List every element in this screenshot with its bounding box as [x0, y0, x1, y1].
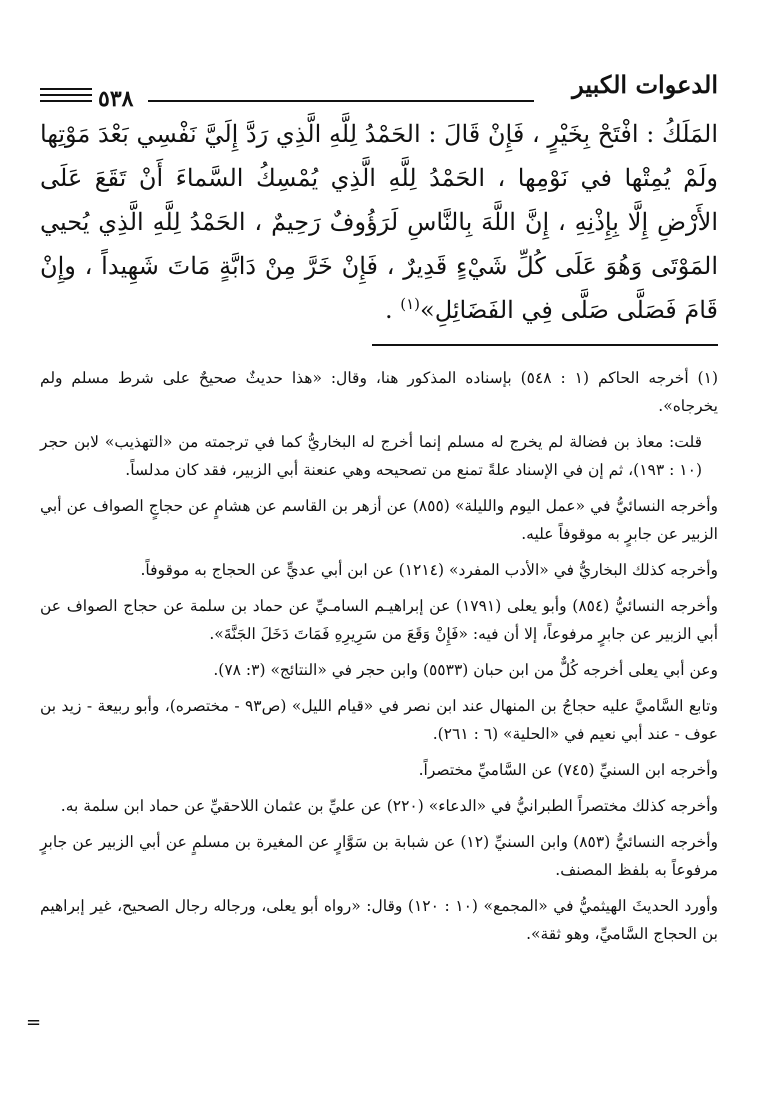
footnote-paragraph: قلت: معاذ بن فضالة لم يخرج له مسلم إنما أخرج له البخاريُّ كما في ترجمته من «التهذيب» لابن حجر (١٠ : ١٩٣)، ثم إن في الإسناد علةً تمنع من تصحيحه وهي عنعنة أبي الزبير، فقد كان مدلساً.	[40, 433, 702, 479]
page-header	[40, 68, 718, 112]
footnote-paragraph: وأخرجه كذلك البخاريُّ في «الأدب المفرد» (١٢١٤) عن ابن أبي عديٍّ عن الحجاج به موقوفاً.	[140, 561, 718, 579]
footnote-paragraph: وأخرجه النسائيُّ في «عمل اليوم والليلة» (٨٥٥) عن أزهر بن القاسم عن هشامٍ عن حجاجٍ الصواف عن أبي الزبير عن جابرٍ به موقوفاً عليه.	[40, 497, 718, 543]
footnotes	[40, 364, 718, 948]
footnote-paragraph: وأخرجه النسائيُّ (٨٥٣) وابن السنيِّ (١٢) عن شبابة بن سَوَّارٍ عن المغيرة بن مسلمٍ عن أبي الزبير عن جابرٍ مرفوعاً به بلفظ المصنف.	[40, 833, 719, 879]
page-number: ٥٣٨	[98, 86, 134, 112]
footnote-paragraph: وأخرجه ابن السنيِّ (٧٤٥) عن السَّاميِّ مختصراً.	[418, 761, 718, 779]
footnote-paragraph: وعن أبي يعلى أخرجه كُلٌّ من ابن حبان (٥٥٣٣) وابن حجر في «النتائج» (٣: ٧٨).	[213, 661, 718, 679]
footnote-paragraph: وأورد الحديثَ الهيثميُّ في «المجمع» (١٠ : ١٢٠) وقال: «رواه أبو يعلى، ورجاله رجال الصحيح، غير إبراهيم بن الحجاج السَّاميِّ، وهو ثقة».	[40, 897, 718, 943]
header-rule	[148, 100, 534, 102]
continuation-mark: =	[26, 1012, 42, 1033]
footnote-1: (١) أخرجه الحاكم (١ : ٥٤٨) بإسناده المذكور هنا، وقال: «هذا حديثٌ صحيحٌ على شرط مسلم ولم يخرجاه».	[40, 369, 718, 415]
main-text-end: .	[384, 296, 401, 324]
running-title: الدعوات الكبير	[572, 70, 718, 99]
main-text-body: المَلَكُ : افْتَحْ بِخَيْرٍ ، فَإِنْ قَالَ : الحَمْدُ لِلَّهِ الَّذِي رَدَّ إِلَيَّ نَفْسِي بَعْدَ مَوْتِها ولَمْ يُمِتْها في نَوْمِها ، الحَمْدُ لِلَّهِ الَّذِي يُمْسِكُ السَّماءَ أَنْ تَقَعَ عَلَى الأَرْضِ إِلَّا بِإِذْنِهِ ، إِنَّ اللَّهَ بِالنَّاسِ لَرَؤُوفٌ رَحِيمٌ ، الحَمْدُ لِلَّهِ الَّذِي يُحيي المَوْتَى وَهُوَ عَلَى كُلِّ شَيْءٍ قَدِيرٌ ، فَإِنْ خَرَّ مِنْ دَابَّةٍ مَاتَ شَهِيداً ، وإِنْ قَامَ فَصَلَّى صَلَّى فِي الفَضَائِلِ»	[40, 120, 718, 324]
footnote-paragraph: وأخرجه النسائيُّ (٨٥٤) وأبو يعلى (١٧٩١) عن إبراهيـم السامـيِّ عن حماد بن سلمة عن حجاج الصواف عن أبي الزبير عن جابرٍ مرفوعاً، إلا أن فيه: «فَإِنْ وَقَعَ من سَرِيرِهِ فَمَاتَ دَخَلَ الجَنَّةَ».	[40, 597, 718, 643]
footnote-reference[interactable]: (١)	[400, 295, 421, 313]
footnote-paragraph: وتابع السَّاميَّ عليه حجاجُ بن المنهال عند ابن نصر في «قيام الليل» (ص٩٣ - مختصره)، وأبو ربيعة - زيد بن عوف - عند أبي نعيم في «الحلية» (٦ : ٢٦١).	[40, 697, 718, 743]
main-text	[40, 112, 718, 332]
footnote-divider	[372, 344, 718, 346]
book-page	[40, 68, 718, 956]
footnote-paragraph: وأخرجه كذلك مختصراً الطبرانيُّ في «الدعاء» (٢٢٠) عن عليِّ بن عثمان اللاحقيِّ عن حماد ابن سلمة به.	[60, 797, 718, 815]
